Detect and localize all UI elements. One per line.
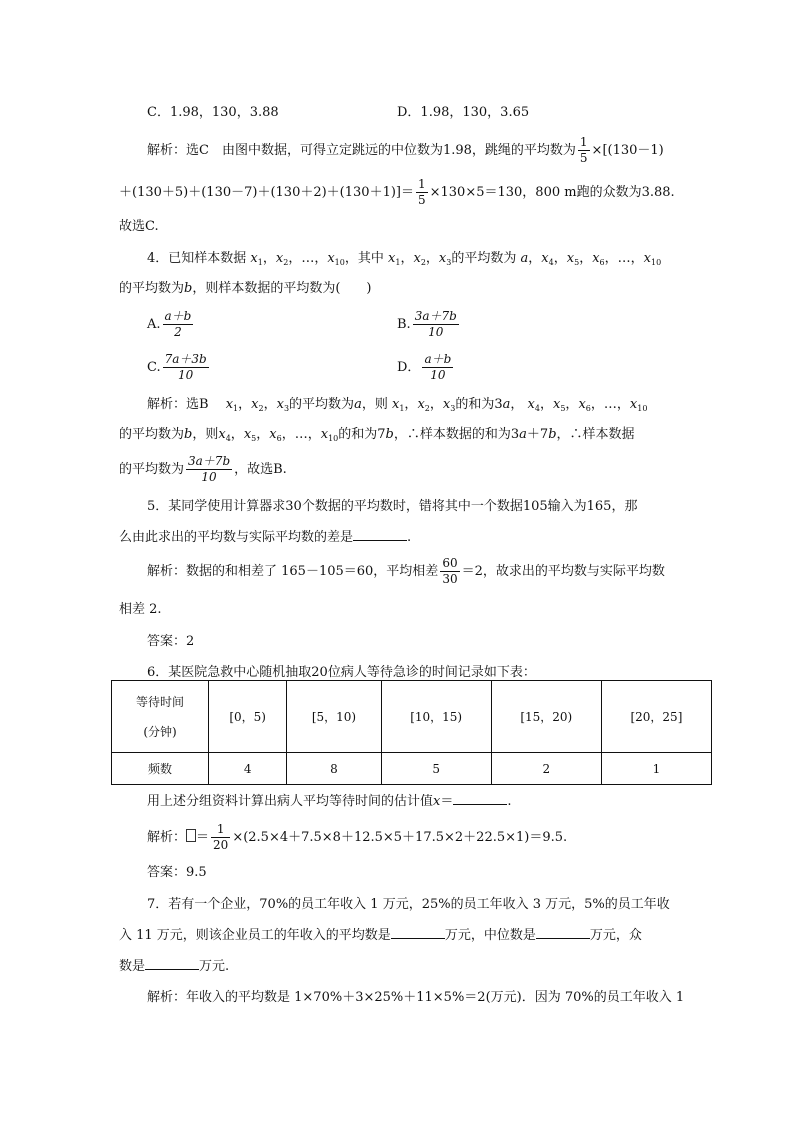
table-cell: [5，10) (287, 681, 381, 753)
q7-line2: 入 11 万元，则该企业员工的年收入的平均数是 万元，中位数是 万元，众 (119, 928, 642, 943)
table-freq-label: 频数 (112, 753, 209, 785)
table-cell: [20，25] (601, 681, 711, 753)
table-row (112, 753, 712, 785)
q4-option-a: A. $\frac{a+b}{2}$ (147, 309, 192, 339)
q4-option-c: C. $\frac{7a+3b}{10}$ (147, 352, 207, 382)
x-bar-glyph-icon (186, 829, 196, 842)
q4-solution-line2: 的平均数为b，则$x_4$，$x_5$，$x_6$，…，$x_{10}$的和为7b，∴样本数据的和为3a＋7b，∴样本数据 (119, 427, 635, 443)
q3-solution-line2: ＋(130＋5)＋(130－7)＋(130＋2)＋(130＋1)]＝ $\frac{1}{5}$ ×130×5＝130，800 m跑的众数为3.88. (119, 177, 675, 207)
q6-line1: 6．某医院急救中心随机抽取20位病人等待急诊的时间记录如下表： (147, 665, 536, 680)
table-header-label: 等待时间 (分钟) (112, 681, 209, 753)
q7-line1: 7．若有一个企业，70%的员工年收入 1 万元，25%的员工年收入 3 万元，5%的员工年收 (147, 897, 670, 912)
q4-option-b: B. $\frac{3a+7b}{10}$ (397, 309, 457, 339)
fraction-one-fifth-2: $\frac{1}{5}$ (417, 177, 426, 207)
q4-solution-line3: 的平均数为 $\frac{3a+7b}{10}$ ，故选B. (119, 454, 287, 484)
table-cell: 5 (381, 753, 491, 785)
answer-blank (453, 792, 507, 805)
q3-solution-line1: 解析：选C 由图中数据，可得立定跳远的中位数为1.98，跳绳的平均数为 $\frac{1}{5}$ ×[(130－1) (147, 135, 664, 165)
q3-option-c: C．1.98，130，3.88 (147, 105, 279, 120)
q3-conclusion: 故选C. (119, 219, 159, 234)
q6-answer: 答案：9.5 (147, 865, 207, 880)
q5-solution-line2: 相差 2. (119, 602, 162, 617)
table-cell: [0，5) (209, 681, 287, 753)
table-cell: [10，15) (381, 681, 491, 753)
q7-solution: 解析：年收入的平均数是 1×70%＋3×25%＋11×5%＝2(万元)．因为 70%的员工年收入 1 (147, 990, 685, 1005)
q5-line1: 5．某同学使用计算器求30个数据的平均数时，错将其中一个数据105输入为165，那 (147, 499, 638, 514)
q4-option-d: D． $\frac{a+b}{10}$ (397, 352, 452, 382)
answer-blank (391, 926, 445, 939)
table-cell: 2 (491, 753, 601, 785)
table-cell: 4 (209, 753, 287, 785)
q4-line1: 4．已知样本数据 $x_1$，$x_2$，…，$x_{10}$，其中 $x_1$，$x_2$，$x_3$的平均数为 a，$x_4$，$x_5$，$x_6$，…，$x_{10}$ (147, 251, 662, 267)
table-cell: 1 (601, 753, 711, 785)
q4-line2: 的平均数为b，则样本数据的平均数为( ) (119, 281, 372, 296)
table-cell: 8 (287, 753, 381, 785)
q5-answer: 答案：2 (147, 634, 195, 649)
q3-option-d: D．1.98，130，3.65 (397, 105, 530, 120)
q4-solution-line1: 解析：选B $x_1$，$x_2$，$x_3$的平均数为a，则 $x_1$，$x_2$，$x_3$的和为3a， $x_4$，$x_5$，$x_6$，…，$x_{10}$ (147, 397, 648, 413)
q5-solution-line1: 解析：数据的和相差了 165－105＝60，平均相差 $\frac{60}{30}$ ＝2，故求出的平均数与实际平均数 (147, 556, 665, 586)
fraction-one-fifth: $\frac{1}{5}$ (579, 135, 588, 165)
waiting-time-table (111, 680, 712, 785)
q6-prompt: 用上述分组资料计算出病人平均等待时间的估计值x＝ . (147, 794, 512, 809)
answer-blank (536, 926, 590, 939)
q6-solution: 解析： ＝ $\frac{1}{20}$ ×(2.5×4＋7.5×8＋12.5×5＋17.5×2＋22.5×1)＝9.5. (147, 822, 568, 852)
q7-line3: 数是 万元. (119, 959, 230, 974)
q5-line2: 么由此求出的平均数与实际平均数的差是 . (119, 530, 412, 545)
table-row (112, 681, 712, 753)
answer-blank (353, 528, 407, 541)
table-cell: [15，20) (491, 681, 601, 753)
answer-blank (145, 957, 199, 970)
